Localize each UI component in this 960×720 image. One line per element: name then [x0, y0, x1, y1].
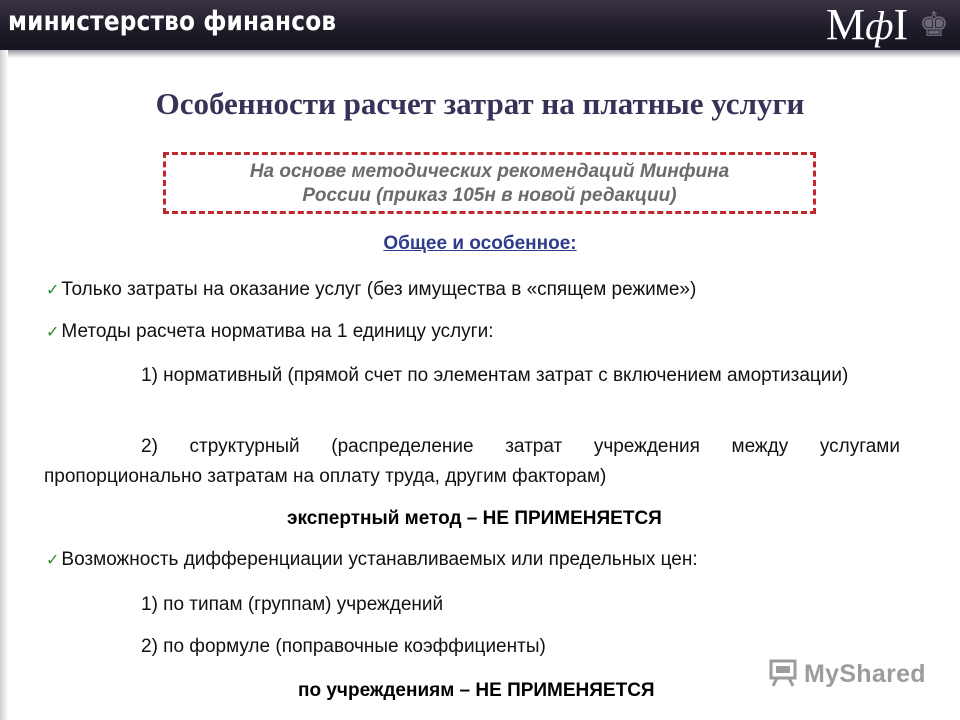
slide-title: Особенности расчет затрат на платные услуги — [155, 86, 805, 121]
watermark-text: MyShared — [804, 660, 926, 688]
myshared-watermark — [768, 656, 943, 692]
institutions-note: по учреждениям – НЕ ПРИМЕНЯЕТСЯ — [298, 680, 655, 701]
bullet-text: Возможность дифференциации устанавливаемых или предельных цен: — [61, 549, 698, 570]
header-bar — [0, 0, 960, 50]
bullet-item — [46, 321, 494, 343]
bullet-item — [46, 549, 698, 571]
ministry-logo — [826, 2, 908, 48]
logo-letter-m: М — [826, 0, 866, 49]
checkmark-icon: ✓ — [46, 324, 60, 341]
section-subtitle: Общее и особенное: — [383, 233, 577, 254]
source-note-text — [166, 160, 813, 208]
method-1-text: 1) нормативный (прямой счет по элементам затрат с включением амортизации) — [141, 365, 849, 386]
diff-item-2: 2) по формуле (поправочные коэффициенты) — [141, 636, 546, 657]
method-2-paragraph — [44, 432, 900, 492]
method-2-text: 2) структурный (распределение затрат учреждения между услугами пропорционально затратам на оплату труда, другим факторам) — [44, 436, 900, 487]
bullet-text: Методы расчета норматива на 1 единицу услуги: — [61, 321, 494, 342]
diff-item-1: 1) по типам (группам) учреждений — [141, 594, 444, 615]
source-note-line-2: России (приказ 105н в новой редакции) — [302, 185, 677, 206]
header-shadow — [0, 50, 960, 58]
method-1-paragraph — [44, 361, 900, 391]
presentation-board-icon — [768, 658, 798, 688]
bullet-text: Только затраты на оказание услуг (без имущества в «спящем режиме») — [61, 279, 697, 300]
logo-letter-i: I — [893, 0, 909, 49]
left-edge-shadow — [0, 50, 8, 720]
bullet-item — [46, 279, 696, 301]
source-note-box — [163, 152, 816, 214]
ministry-name: министерство финансов — [8, 6, 337, 37]
source-note-line-1: На основе методических рекомендаций Минфина — [249, 161, 730, 182]
checkmark-icon: ✓ — [46, 282, 60, 299]
coat-of-arms-icon: ♚ — [918, 6, 950, 44]
checkmark-icon: ✓ — [46, 552, 60, 569]
logo-letter-f: ф — [865, 3, 894, 48]
expert-method-note: экспертный метод – НЕ ПРИМЕНЯЕТСЯ — [287, 508, 662, 529]
